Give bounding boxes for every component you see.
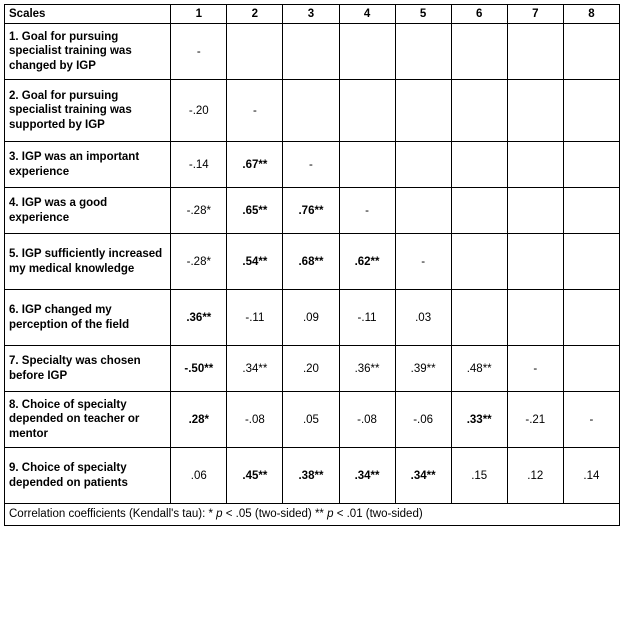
column-header-4: 4 <box>339 5 395 24</box>
cell-6-7 <box>507 290 563 346</box>
table-header <box>5 5 620 24</box>
cell-4-8 <box>563 188 619 234</box>
table-footnote <box>5 504 620 526</box>
cell-7-8 <box>563 346 619 392</box>
column-header-1: 1 <box>171 5 227 24</box>
cell-8-1: .28* <box>171 392 227 448</box>
cell-2-6 <box>451 80 507 142</box>
cell-9-8: .14 <box>563 448 619 504</box>
row-label: 3. IGP was an important experience <box>5 142 171 188</box>
cell-2-2: - <box>227 80 283 142</box>
cell-7-2: .34** <box>227 346 283 392</box>
column-header-8: 8 <box>563 5 619 24</box>
cell-2-4 <box>339 80 395 142</box>
cell-1-4 <box>339 24 395 80</box>
table-row <box>5 392 620 448</box>
cell-3-8 <box>563 142 619 188</box>
table-row <box>5 24 620 80</box>
row-label: 2. Goal for pursuing specialist training was supported by IGP <box>5 80 171 142</box>
cell-6-2: -.11 <box>227 290 283 346</box>
cell-4-4: - <box>339 188 395 234</box>
cell-8-2: -.08 <box>227 392 283 448</box>
cell-1-8 <box>563 24 619 80</box>
cell-5-4: .62** <box>339 234 395 290</box>
table-row <box>5 234 620 290</box>
cell-5-6 <box>451 234 507 290</box>
cell-1-3 <box>283 24 339 80</box>
cell-9-1: .06 <box>171 448 227 504</box>
row-label: 4. IGP was a good experience <box>5 188 171 234</box>
table-row <box>5 142 620 188</box>
column-header-3: 3 <box>283 5 339 24</box>
cell-9-2: .45** <box>227 448 283 504</box>
footnote-prefix: Correlation coefficients (Kendall's tau): * <box>9 508 217 520</box>
cell-7-4: .36** <box>339 346 395 392</box>
cell-4-1: -.28* <box>171 188 227 234</box>
cell-1-2 <box>227 24 283 80</box>
cell-7-1: -.50** <box>171 346 227 392</box>
footnote-p-symbol-2: p <box>327 508 334 520</box>
table-row <box>5 346 620 392</box>
cell-6-5: .03 <box>395 290 451 346</box>
footnote-mid-1: < .05 (two-sided) ** <box>222 508 328 520</box>
cell-8-6: .33** <box>451 392 507 448</box>
cell-1-6 <box>451 24 507 80</box>
table-row <box>5 448 620 504</box>
row-label: 1. Goal for pursuing specialist training was changed by IGP <box>5 24 171 80</box>
cell-4-2: .65** <box>227 188 283 234</box>
cell-7-5: .39** <box>395 346 451 392</box>
cell-9-3: .38** <box>283 448 339 504</box>
cell-9-4: .34** <box>339 448 395 504</box>
cell-8-7: -.21 <box>507 392 563 448</box>
cell-2-7 <box>507 80 563 142</box>
cell-6-3: .09 <box>283 290 339 346</box>
column-header-6: 6 <box>451 5 507 24</box>
cell-3-6 <box>451 142 507 188</box>
cell-8-3: .05 <box>283 392 339 448</box>
footnote-p-symbol-1: p <box>216 508 223 520</box>
correlation-table <box>4 4 620 526</box>
row-label: 6. IGP changed my perception of the field <box>5 290 171 346</box>
cell-2-3 <box>283 80 339 142</box>
cell-6-6 <box>451 290 507 346</box>
cell-8-8: - <box>563 392 619 448</box>
cell-3-4 <box>339 142 395 188</box>
table-row <box>5 290 620 346</box>
row-label: 5. IGP sufficiently increased my medical knowledge <box>5 234 171 290</box>
cell-8-4: -.08 <box>339 392 395 448</box>
cell-6-8 <box>563 290 619 346</box>
cell-7-3: .20 <box>283 346 339 392</box>
row-label: 7. Specialty was chosen before IGP <box>5 346 171 392</box>
cell-2-1: -.20 <box>171 80 227 142</box>
cell-5-2: .54** <box>227 234 283 290</box>
cell-4-3: .76** <box>283 188 339 234</box>
cell-9-7: .12 <box>507 448 563 504</box>
cell-1-1: - <box>171 24 227 80</box>
table-footnote-row <box>5 504 620 526</box>
column-header-2: 2 <box>227 5 283 24</box>
column-header-5: 5 <box>395 5 451 24</box>
table-header-row <box>5 5 620 24</box>
cell-5-8 <box>563 234 619 290</box>
row-label: 8. Choice of specialty depended on teacher or mentor <box>5 392 171 448</box>
cell-2-5 <box>395 80 451 142</box>
cell-1-7 <box>507 24 563 80</box>
cell-4-5 <box>395 188 451 234</box>
cell-5-5: - <box>395 234 451 290</box>
cell-9-5: .34** <box>395 448 451 504</box>
cell-6-4: -.11 <box>339 290 395 346</box>
footnote-mid-2: < .01 (two-sided) <box>333 508 423 520</box>
cell-3-7 <box>507 142 563 188</box>
cell-7-6: .48** <box>451 346 507 392</box>
cell-1-5 <box>395 24 451 80</box>
table-row <box>5 80 620 142</box>
table-row <box>5 188 620 234</box>
cell-3-3: - <box>283 142 339 188</box>
cell-3-1: -.14 <box>171 142 227 188</box>
cell-6-1: .36** <box>171 290 227 346</box>
cell-2-8 <box>563 80 619 142</box>
cell-3-2: .67** <box>227 142 283 188</box>
row-label: 9. Choice of specialty depended on patients <box>5 448 171 504</box>
column-header-scales: Scales <box>5 5 171 24</box>
column-header-7: 7 <box>507 5 563 24</box>
cell-9-6: .15 <box>451 448 507 504</box>
cell-5-7 <box>507 234 563 290</box>
cell-3-5 <box>395 142 451 188</box>
cell-4-7 <box>507 188 563 234</box>
table-body <box>5 24 620 526</box>
cell-5-1: -.28* <box>171 234 227 290</box>
cell-8-5: -.06 <box>395 392 451 448</box>
cell-7-7: - <box>507 346 563 392</box>
cell-5-3: .68** <box>283 234 339 290</box>
cell-4-6 <box>451 188 507 234</box>
